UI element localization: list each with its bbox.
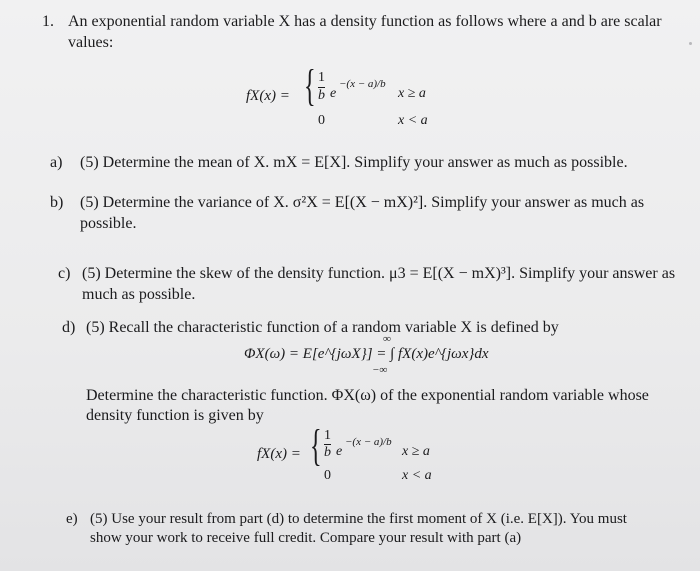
part-a-label: a) xyxy=(50,154,63,171)
part-c-line1: (5) Determine the skew of the density function. μ3 = E[(X − mX)³]. Simplify your answer as xyxy=(82,265,676,282)
density1-cond1: x ≥ a xyxy=(398,86,426,101)
paper-speck xyxy=(689,42,692,45)
density1-exp-base: e xyxy=(330,86,337,101)
part-e-line1: (5) Use your result from part (d) to determine the first moment of X (i.e. E[X]). You must xyxy=(90,511,627,527)
density2-zero: 0 xyxy=(324,468,331,483)
part-c-label: c) xyxy=(58,265,71,282)
char-fn-definition: ΦX(ω) = E[e^{jωX}] = ∫ fX(x)e^{jωx}dx xyxy=(244,346,489,362)
part-b-label: b) xyxy=(50,194,64,211)
density1-den: b xyxy=(318,88,325,103)
part-b-line1: (5) Determine the variance of X. σ²X = E[(X − mX)²]. Simplify your answer as much as xyxy=(80,194,645,211)
problem-intro-line2: values: xyxy=(68,34,114,51)
part-a-text: (5) Determine the mean of X. mX = E[X]. Simplify your answer as much as possible. xyxy=(80,154,628,171)
density1-num: 1 xyxy=(318,70,325,85)
part-d-label: d) xyxy=(62,319,76,336)
density2-cond2: x < a xyxy=(402,468,432,483)
density2-num: 1 xyxy=(324,428,331,443)
integral-upper-limit: ∞ xyxy=(383,333,391,345)
density2-exp-base: e xyxy=(336,444,343,459)
problem-intro-line1: An exponential random variable X has a density function as follows where a and b are scalar xyxy=(68,13,662,30)
part-c-line2: much as possible. xyxy=(82,286,196,303)
density2-den: b xyxy=(324,445,331,460)
density2-brace: { xyxy=(310,421,322,470)
part-d-line1: (5) Recall the characteristic function of a random variable X is defined by xyxy=(86,319,559,336)
part-b-line2: possible. xyxy=(80,215,137,232)
density1-brace: { xyxy=(304,61,316,110)
density2-exponent: −(x − a)/b xyxy=(345,436,392,448)
density1-zero: 0 xyxy=(318,113,325,128)
part-e-line2: show your work to receive full credit. Compare your result with part (a) xyxy=(90,530,522,546)
density2-lhs: fX(x) = xyxy=(257,446,301,462)
integral-lower-limit: −∞ xyxy=(372,364,388,376)
density1-exponent: −(x − a)/b xyxy=(339,78,386,90)
part-d-determine-line1: Determine the characteristic function. ΦX(ω) of the exponential random variable whose xyxy=(86,387,649,404)
part-d-determine-line2: density function is given by xyxy=(86,407,264,424)
density1-cond2: x < a xyxy=(398,113,428,128)
part-e-label: e) xyxy=(66,511,78,527)
density1-lhs: fX(x) = xyxy=(246,88,290,104)
problem-number: 1. xyxy=(42,13,54,30)
density2-cond1: x ≥ a xyxy=(402,444,430,459)
